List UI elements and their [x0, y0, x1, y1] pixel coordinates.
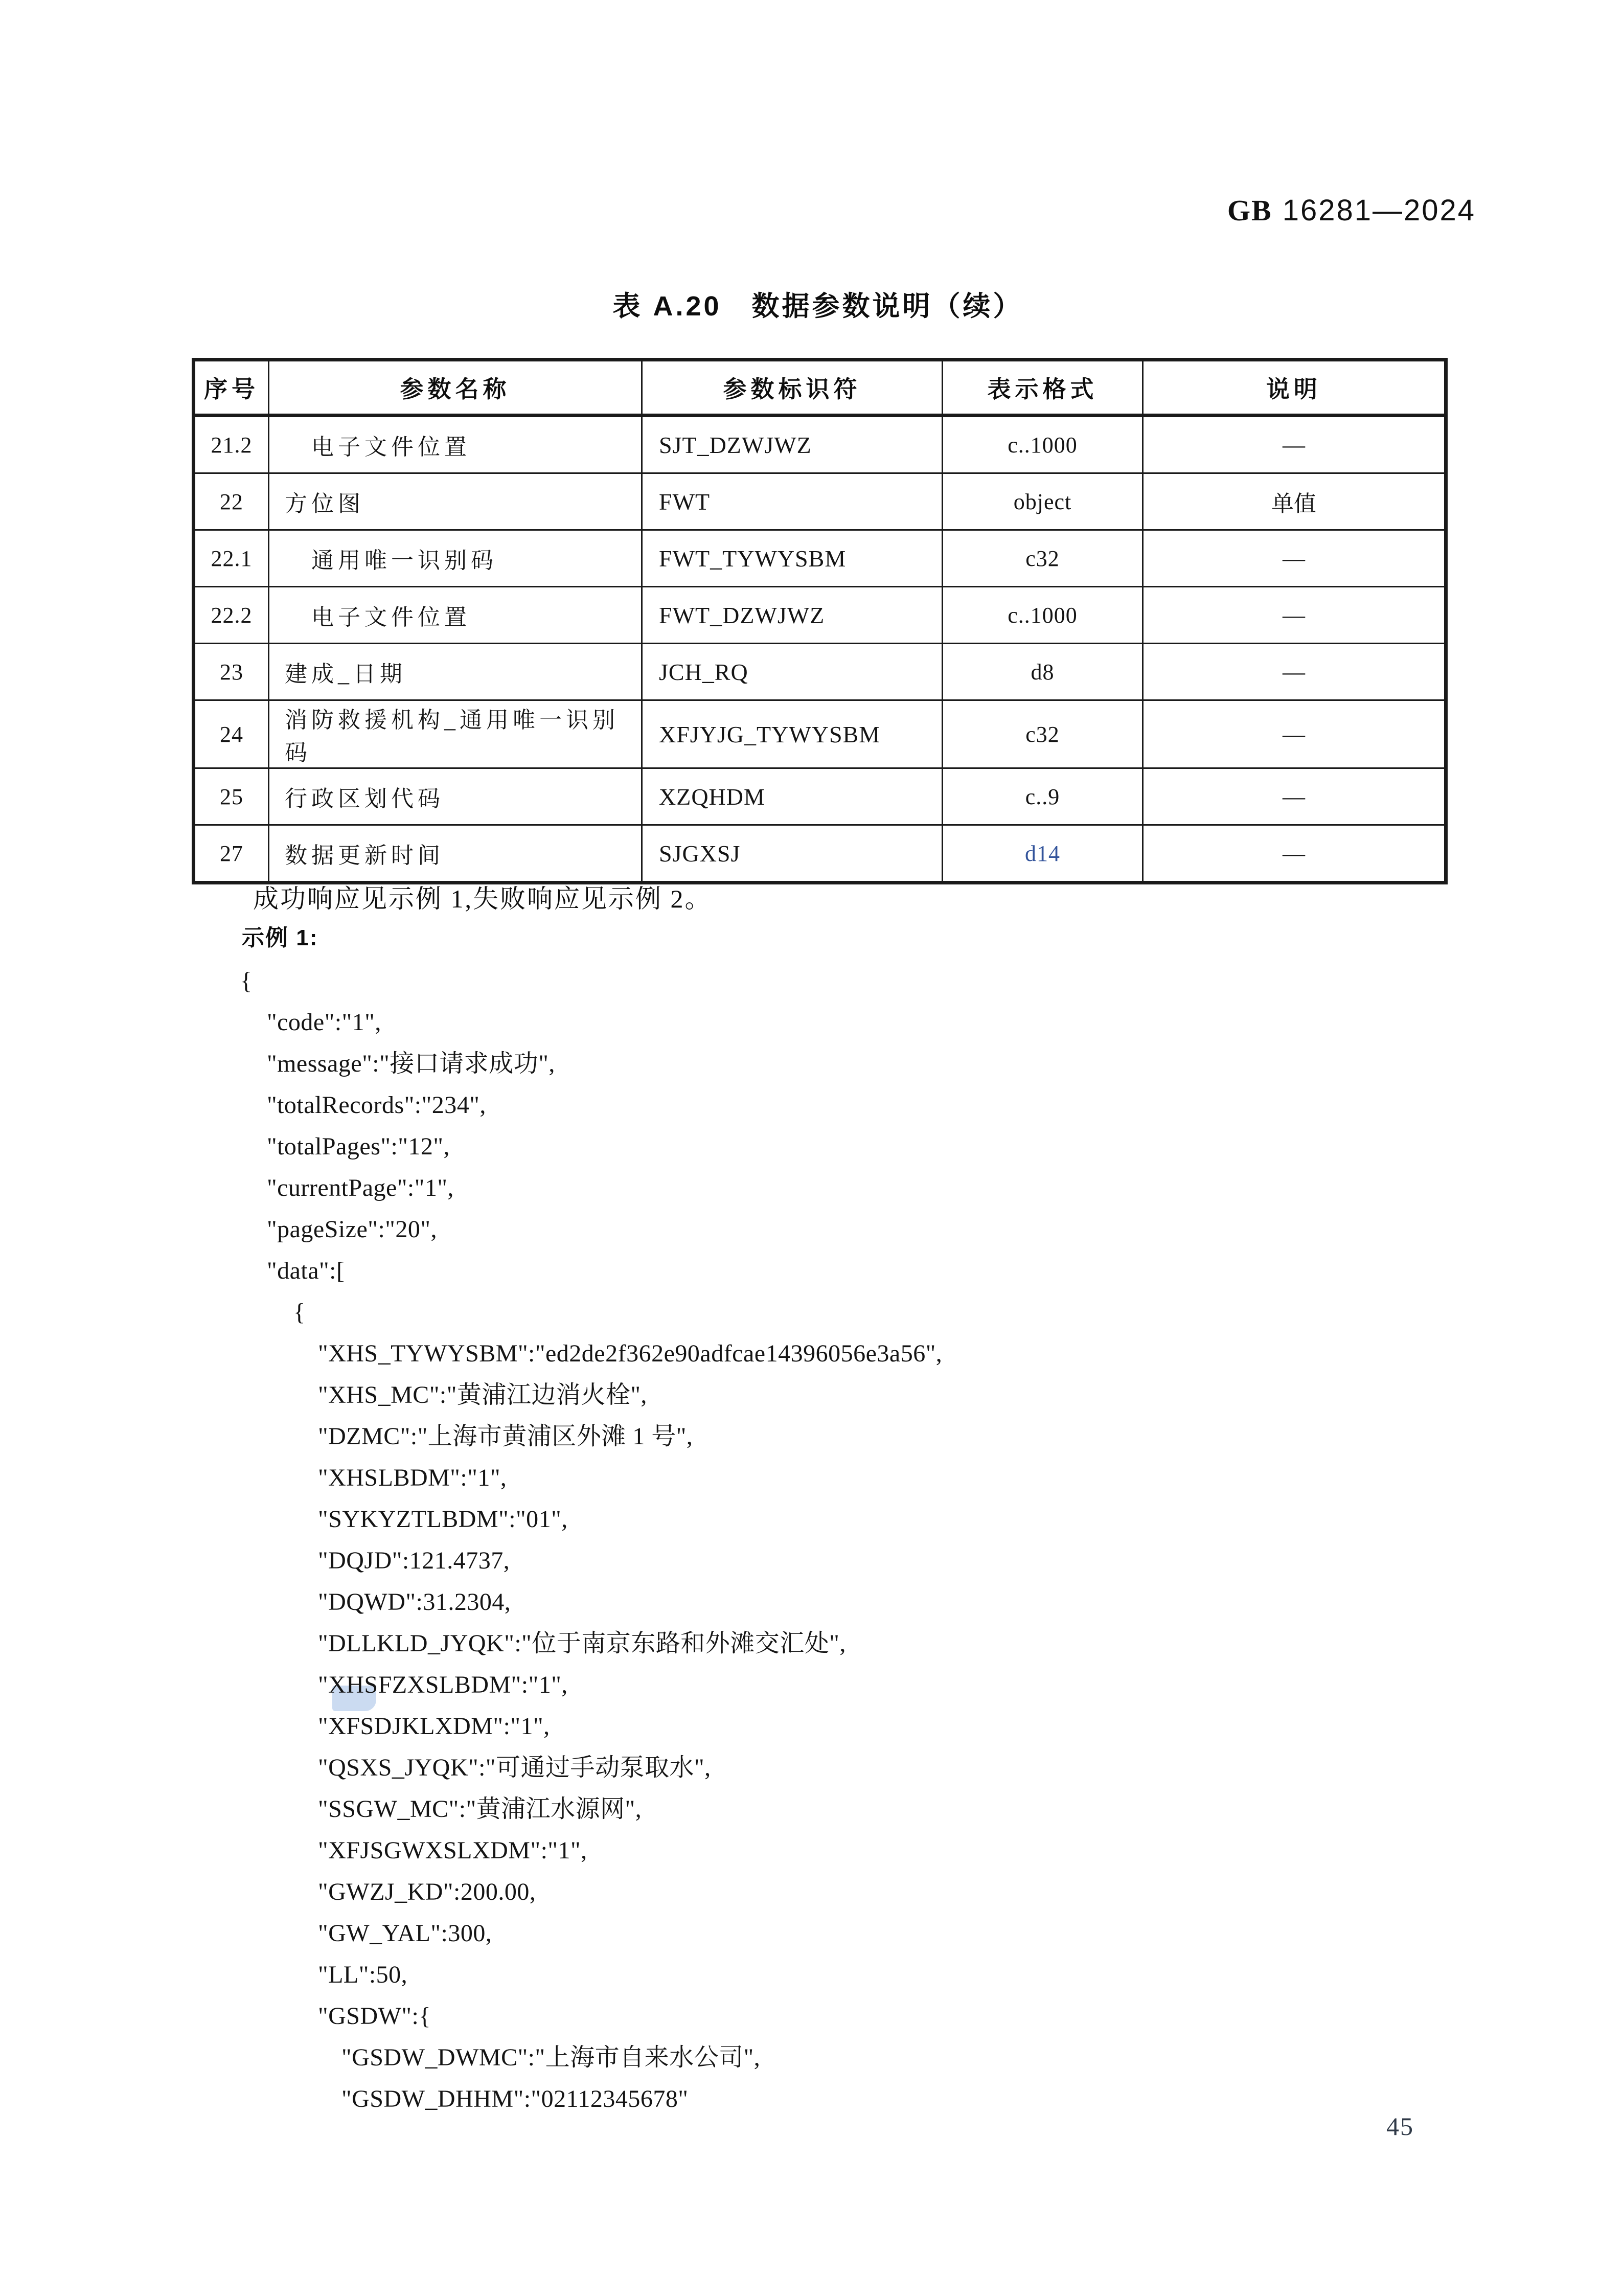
table-row	[194, 473, 1446, 530]
code-line: "DQWD":31.2304,	[318, 1588, 511, 1616]
cell-no: 24	[194, 700, 269, 768]
cell-id: SJT_DZWJWZ	[642, 416, 943, 473]
code-line: "SSGW_MC":"黄浦江水源网",	[318, 1795, 642, 1823]
code-line: "XHS_MC":"黄浦江边消火栓",	[318, 1381, 647, 1408]
cell-id: FWT_TYWYSBM	[642, 530, 943, 587]
code-line: "QSXS_JYQK":"可通过手动泵取水",	[318, 1754, 711, 1781]
cell-no: 25	[194, 768, 269, 825]
cell-no: 22	[194, 473, 269, 530]
table-header	[194, 360, 1446, 416]
example-1-label: 示例 1:	[242, 925, 318, 950]
code-line: "XHSLBDM":"1",	[318, 1464, 507, 1491]
table-header-cell: 表示格式	[943, 360, 1143, 416]
standard-number	[1227, 196, 1476, 225]
cell-id: XZQHDM	[642, 768, 943, 825]
table-header-cell: 参数名称	[269, 360, 642, 416]
table-header-cell: 参数标识符	[642, 360, 943, 416]
code-line: "GSDW_DHHM":"02112345678"	[341, 2085, 689, 2112]
cell-id: XFJYJG_TYWYSBM	[642, 700, 943, 768]
cell-name: 通用唯一识别码	[269, 530, 642, 587]
cell-desc: —	[1143, 768, 1446, 825]
table-row	[194, 416, 1446, 473]
cell-format: c..9	[943, 768, 1143, 825]
cell-name: 数据更新时间	[269, 825, 642, 883]
cell-no: 21.2	[194, 416, 269, 473]
code-line: "LL":50,	[318, 1961, 408, 1988]
code-line: "XHSFZXSLBDM":"1",	[318, 1671, 568, 1698]
cell-name: 电子文件位置	[269, 587, 642, 644]
parameter-table	[192, 358, 1448, 884]
code-line: "GSDW_DWMC":"上海市自来水公司",	[341, 2044, 761, 2071]
cell-name: 电子文件位置	[269, 416, 642, 473]
cell-format: d14	[943, 825, 1143, 883]
cell-no: 22.1	[194, 530, 269, 587]
response-note-paragraph: 成功响应见示例 1,失败响应见示例 2。	[253, 884, 712, 913]
cell-desc: —	[1143, 700, 1446, 768]
code-line: "XFJSGWXSLXDM":"1",	[318, 1837, 587, 1864]
table-row	[194, 700, 1446, 768]
table-row	[194, 644, 1446, 700]
code-line: {	[240, 967, 253, 994]
code-line: "DLLKLD_JYQK":"位于南京东路和外滩交汇处",	[318, 1630, 846, 1657]
cell-desc: —	[1143, 530, 1446, 587]
cell-desc: —	[1143, 644, 1446, 700]
cell-id: JCH_RQ	[642, 644, 943, 700]
code-line: "SYKYZTLBDM":"01",	[318, 1506, 568, 1533]
table-body	[194, 416, 1446, 883]
table-row	[194, 587, 1446, 644]
table-header-cell: 序号	[194, 360, 269, 416]
cell-format: c32	[943, 700, 1143, 768]
cell-desc: —	[1143, 416, 1446, 473]
code-line: "XFSDJKLXDM":"1",	[318, 1713, 550, 1740]
cell-desc: —	[1143, 587, 1446, 644]
table-title: 表 A.20 数据参数说明（续）	[612, 291, 1023, 322]
cell-no: 23	[194, 644, 269, 700]
code-line: "DQJD":121.4737,	[318, 1547, 510, 1574]
cell-desc: 单值	[1143, 473, 1446, 530]
cell-name: 建成_日期	[269, 644, 642, 700]
standard-number-prefix: GB	[1227, 194, 1272, 227]
code-line: "GSDW":{	[318, 2003, 431, 2030]
example-1-json-code	[240, 960, 1416, 2120]
table-row	[194, 825, 1446, 883]
cell-format: object	[943, 473, 1143, 530]
cell-no: 27	[194, 825, 269, 883]
code-line: "XHS_TYWYSBM":"ed2de2f362e90adfcae14396056e3a56",	[318, 1340, 943, 1367]
page-number: 45	[1386, 2112, 1414, 2141]
cell-id: FWT_DZWJWZ	[642, 587, 943, 644]
cell-name: 方位图	[269, 473, 642, 530]
cell-id: FWT	[642, 473, 943, 530]
cell-format: c32	[943, 530, 1143, 587]
code-line: "message":"接口请求成功",	[267, 1050, 555, 1077]
code-line: "GWZJ_KD":200.00,	[318, 1878, 536, 1905]
code-line: "pageSize":"20",	[267, 1216, 437, 1243]
cell-format: c..1000	[943, 587, 1143, 644]
standard-number-digits: 16281—2024	[1282, 194, 1476, 227]
table-row	[194, 530, 1446, 587]
code-line: "data":[	[267, 1257, 345, 1284]
code-line: "GW_YAL":300,	[318, 1920, 492, 1947]
cell-desc: —	[1143, 825, 1446, 883]
cell-format: d8	[943, 644, 1143, 700]
table-row	[194, 768, 1446, 825]
code-line: "currentPage":"1",	[267, 1174, 454, 1201]
code-line: "DZMC":"上海市黄浦区外滩 1 号",	[318, 1423, 693, 1450]
code-line: {	[293, 1299, 306, 1326]
table-header-cell: 说明	[1143, 360, 1446, 416]
code-line: "totalRecords":"234",	[267, 1092, 486, 1119]
cell-format: c..1000	[943, 416, 1143, 473]
code-line: "totalPages":"12",	[267, 1133, 450, 1160]
cell-id: SJGXSJ	[642, 825, 943, 883]
cell-no: 22.2	[194, 587, 269, 644]
cell-name: 消防救援机构_通用唯一识别码	[269, 700, 642, 768]
table-header-row	[194, 360, 1446, 416]
code-line: "code":"1",	[267, 1009, 381, 1036]
cell-name: 行政区划代码	[269, 768, 642, 825]
